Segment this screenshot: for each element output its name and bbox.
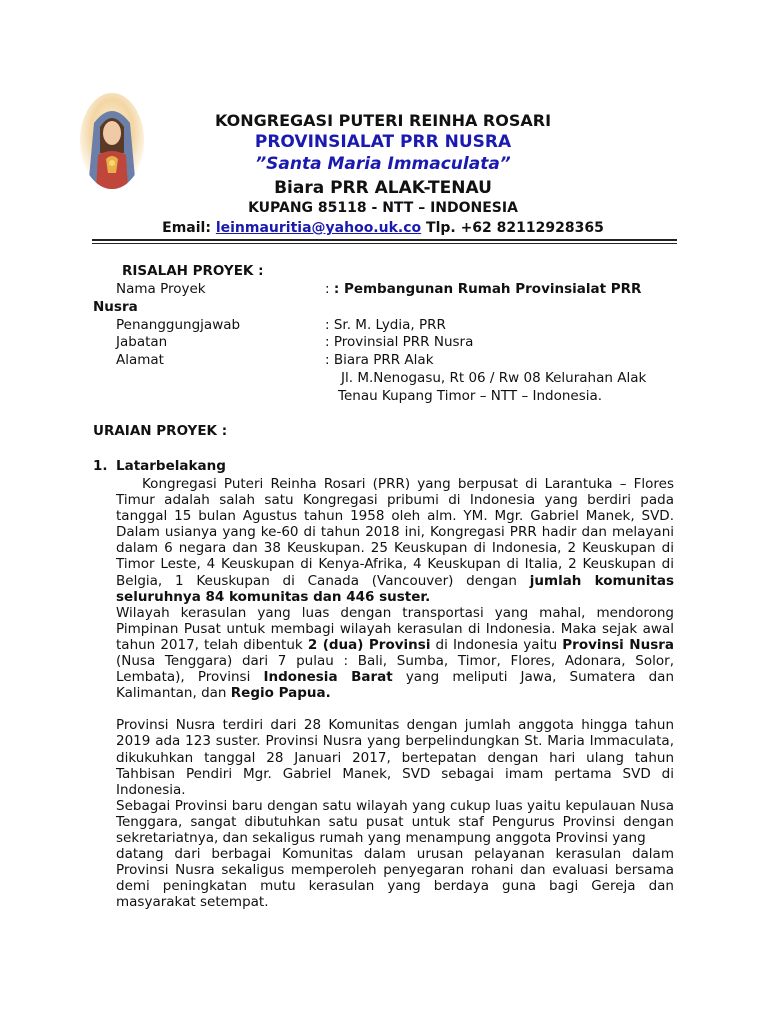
- alamat-value: : Biara PRR Alak: [325, 352, 434, 368]
- provinces-text-b: di Indonesia yaitu: [430, 636, 563, 653]
- congregation-name: KONGREGASI PUTERI REINHA ROSARI: [214, 111, 552, 130]
- paragraph-history: [116, 476, 674, 605]
- body-paragraphs: [116, 476, 674, 910]
- address-line: KUPANG 85118 - NTT – INDONESIA: [248, 200, 518, 216]
- provinces-bold-c: Indonesia Barat: [263, 669, 393, 686]
- nama-proyek-value: [325, 281, 641, 298]
- convent-name: Biara PRR ALAK-TENAU: [274, 178, 492, 198]
- email-link[interactable]: leinmauritia@yahoo.uk.co: [215, 220, 422, 236]
- history-text: Kongregasi Puteri Reinha Rosari (PRR) yang berpusat di Larantuka – Flores Timur adalah salah satu Kongregasi pribumi di Indonesia yang berdiri pada tanggal 15 bulan Agustus tahun 1958 oleh alm. YM. Mgr. Gabriel Manek, SVD. Dalam usianya yang ke-60 di tahun 2018 ini, Kongregasi PRR hadir dan melayani dalam 6 negara dan 38 Keuskupan. 25 Keuskupan di Indonesia, 2 Keuskupan di Timor Leste, 4 Keuskupan di Kenya-Afrika, 4 Keuskupan di Italia, 2 Keuskupan di Belgia, 1 Keuskupan di Canada (Vancouver) dengan: [116, 476, 674, 589]
- penanggungjawab-label: Penanggungjawab: [116, 317, 241, 333]
- portrait-image: [80, 93, 144, 189]
- paragraph-nusra: Provinsi Nusra terdiri dari 28 Komunitas dengan jumlah anggota hingga tahun 2019 ada 123 suster. Provinsi Nusra yang berpelindungkan St. Maria Immaculata, dikukuhkan tanggal 28 Januari 2017, bertepatan dengan hari ulang tahun Tahbisan Pendiri Mgr. Gabriel Manek, SVD sebagai imam pertama SVD di Indonesia.: [116, 717, 674, 798]
- penanggungjawab-value: : Sr. M. Lydia, PRR: [325, 317, 446, 333]
- header-rule-thin: [92, 243, 677, 244]
- provincialate-name: PROVINSIALAT PRR NUSRA: [254, 132, 512, 152]
- provinces-text-c: (Nusa Tenggara) dari 7 pulau : Bali, Sumba, Timor, Flores, Adonara, Solor, Lembata), Provinsi: [116, 653, 674, 686]
- virgin-mary-portrait: [80, 93, 144, 189]
- jabatan-label: Jabatan: [116, 334, 168, 350]
- colon: :: [325, 281, 334, 297]
- nama-proyek-bold: : Pembangunan Rumah Provinsialat PRR: [333, 281, 642, 297]
- risalah-heading: RISALAH PROYEK :: [122, 263, 264, 279]
- uraian-heading: URAIAN PROYEK :: [93, 423, 228, 439]
- email-label: Email:: [162, 220, 216, 236]
- paragraph-need: Sebagai Provinsi baru dengan satu wilayah yang cukup luas yaitu kepulauan Nusa Tenggara, sangat dibutuhkan satu pusat untuk staf Pengurus Provinsi dengan sekretariatnya, dan sekaligus rumah yang menampung anggota Provinsi yang: [116, 797, 674, 846]
- nama-proyek-label: Nama Proyek: [116, 281, 206, 297]
- jabatan-value: : Provinsial PRR Nusra: [325, 334, 474, 350]
- alamat-line-2: Jl. M.Nenogasu, Rt 06 / Rw 08 Kelurahan Alak: [341, 370, 647, 386]
- paragraph-provinces: [116, 605, 674, 702]
- contact-line: [140, 220, 626, 236]
- alamat-line-3: Tenau Kupang Timor – NTT – Indonesia.: [338, 388, 603, 404]
- patron-name: ”Santa Maria Immaculata”: [255, 154, 511, 174]
- provinces-bold-b: Provinsi Nusra: [562, 636, 674, 653]
- provinces-bold-d: Regio Papua.: [230, 685, 331, 702]
- history-bold: jumlah komunitas seluruhnya 84 komunitas dan 446 suster.: [116, 572, 675, 605]
- provinces-text-a: Wilayah kerasulan yang luas dengan transportasi yang mahal, mendorong Pimpinan Pusat untuk membagi wilayah kerasulan di Indonesia. Maka sejak awal tahun 2017, telah dibentuk: [116, 604, 674, 653]
- header-rule-thick: [92, 239, 677, 241]
- section-title: Latarbelakang: [116, 458, 226, 474]
- phone-number: Tlp. +62 82112928365: [421, 220, 604, 236]
- provinces-text-d: yang meliputi Jawa, Sumatera dan Kalimantan, dan: [116, 669, 675, 702]
- paragraph-purpose: datang dari berbagai Komunitas dalam urusan pelayanan kerasulan dalam Provinsi Nusra sekaligus memperoleh penyegaran rohani dan evaluasi bersama demi peningkatan mutu kerasulan yang berdaya guna bagi Gereja dan masyarakat setempat.: [116, 846, 674, 911]
- nama-proyek-continued: Nusra: [93, 299, 138, 315]
- alamat-label: Alamat: [116, 352, 164, 368]
- provinces-bold-a: 2 (dua) Provinsi: [307, 636, 431, 653]
- section-number: 1.: [93, 458, 108, 474]
